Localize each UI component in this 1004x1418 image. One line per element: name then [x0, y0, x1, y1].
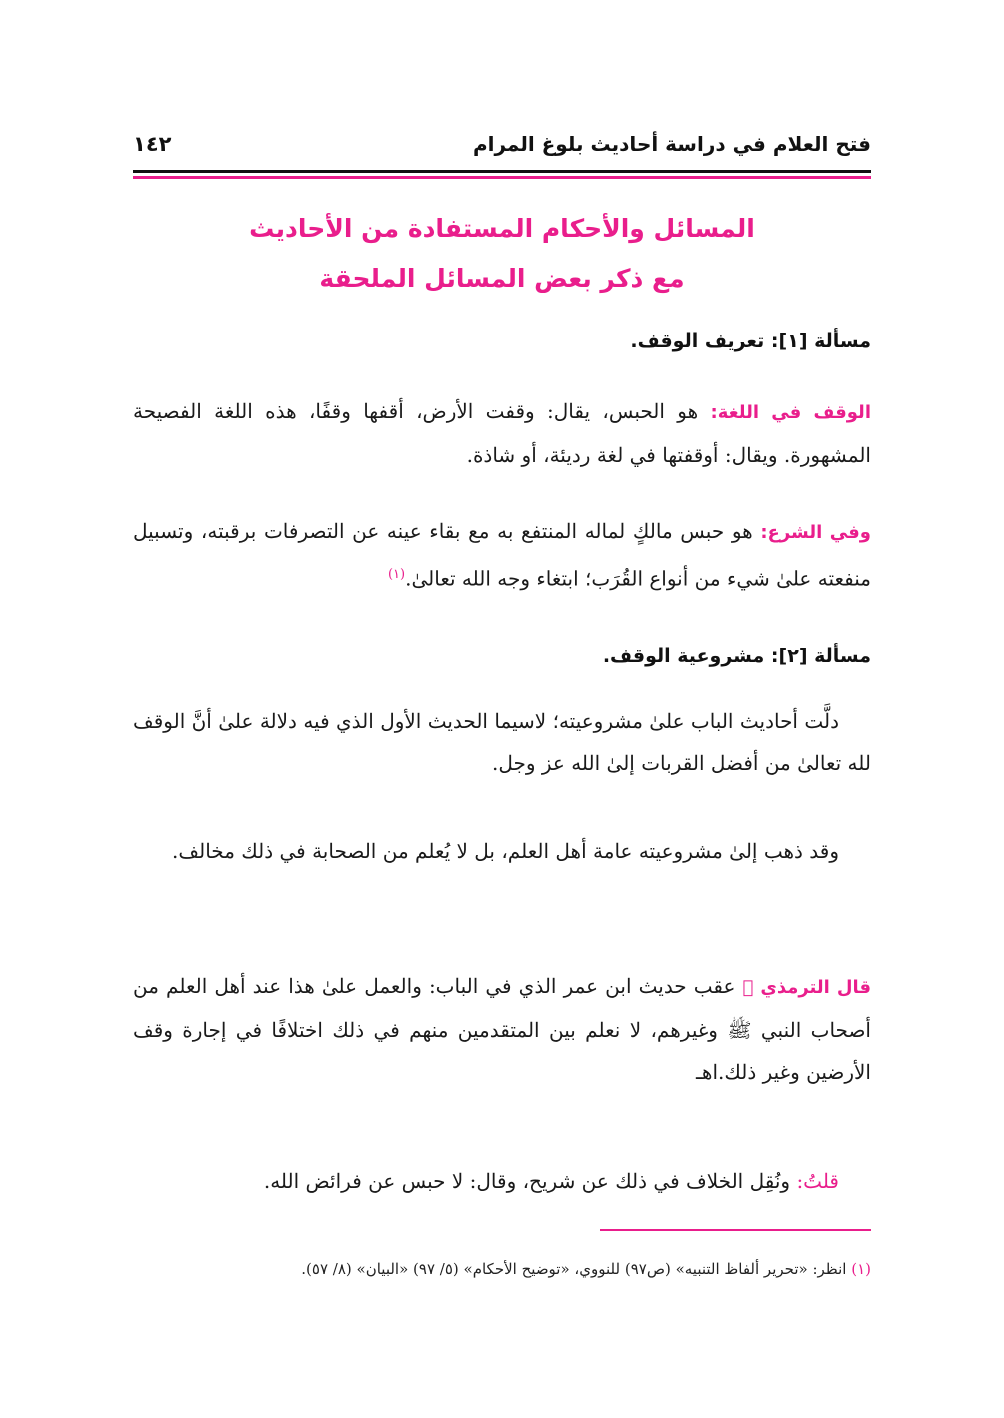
- question-1-label: مسألة [١]:: [770, 330, 871, 352]
- lexical-definition-lead: الوقف في اللغة:: [710, 402, 871, 423]
- question-2-heading: [133, 645, 871, 667]
- tirmidhi-lead: قال الترمذي ﷫: [742, 977, 871, 998]
- footnote: [133, 1260, 871, 1278]
- footnote-divider: [600, 1229, 871, 1231]
- paragraph-qultu: [133, 1160, 871, 1202]
- footnote-number: (١): [851, 1260, 871, 1278]
- qultu-lead: قلتُ:: [796, 1169, 839, 1193]
- question-1-title: تعريف الوقف.: [630, 330, 765, 352]
- consensus-text: وقد ذهب إلىٰ مشروعيته عامة أهل العلم، بل لا يُعلم من الصحابة في ذلك مخالف.: [172, 839, 839, 863]
- question-1-heading: [133, 330, 871, 352]
- question-2-label: مسألة [٢]:: [770, 645, 871, 667]
- question-2-title: مشروعية الوقف.: [602, 645, 765, 667]
- header-rule-pink: [133, 176, 871, 179]
- book-title: فتح العلام في دراسة أحاديث بلوغ المرام: [472, 132, 871, 156]
- paragraph-legitimacy: [133, 700, 871, 784]
- tirmidhi-text: عقب حديث ابن عمر الذي في الباب: والعمل علىٰ هذا عند أهل العلم من أصحاب النبي ﷺ وغيرهم، لا نعلم بين المتقدمين منهم في ذلك اختلافًا في إجارة وقف الأرضين وغير ذلك.اهـ: [133, 974, 871, 1084]
- footnote-reference[interactable]: (١): [387, 567, 406, 582]
- paragraph-lexical: [133, 390, 871, 476]
- section-title-line2: مع ذكر بعض المسائل الملحقة: [319, 264, 685, 293]
- footnote-text: انظر: «تحرير ألفاظ التنبيه» (ص٩٧) للنووي، «توضيح الأحكام» (٥/ ٩٧) «البيان» (٨/ ٥٧).: [301, 1260, 852, 1278]
- running-header: [133, 128, 871, 164]
- header-rule-black: [133, 170, 871, 173]
- page-number: ١٤٢: [133, 132, 172, 156]
- legitimacy-text: دلَّت أحاديث الباب علىٰ مشروعيته؛ لاسيما الحديث الأول الذي فيه دلالة علىٰ أنَّ الوقف لله تعالىٰ من أفضل القربات إلىٰ الله عز وجل.: [133, 709, 871, 775]
- qultu-text: ونُقِل الخلاف في ذلك عن شريح، وقال: لا حبس عن فرائض الله.: [263, 1169, 797, 1193]
- paragraph-legal: [133, 510, 871, 600]
- paragraph-consensus: [133, 830, 871, 872]
- legal-definition-text: هو حبس مالكٍ لماله المنتفع به مع بقاء عينه عن التصرفات برقبته، وتسبيل منفعته علىٰ شيء من أنواع القُرَب؛ ابتغاء وجه الله تعالىٰ.: [133, 519, 871, 591]
- section-title-line1: المسائل والأحكام المستفادة من الأحاديث: [249, 214, 755, 243]
- lexical-definition-text: هو الحبس، يقال: وقفت الأرض، أقفها وقفًا، هذه اللغة الفصيحة المشهورة. ويقال: أوقفتها في لغة رديئة، أو شاذة.: [133, 399, 871, 467]
- legal-definition-lead: وفي الشرع:: [760, 522, 871, 543]
- paragraph-tirmidhi: [133, 965, 871, 1093]
